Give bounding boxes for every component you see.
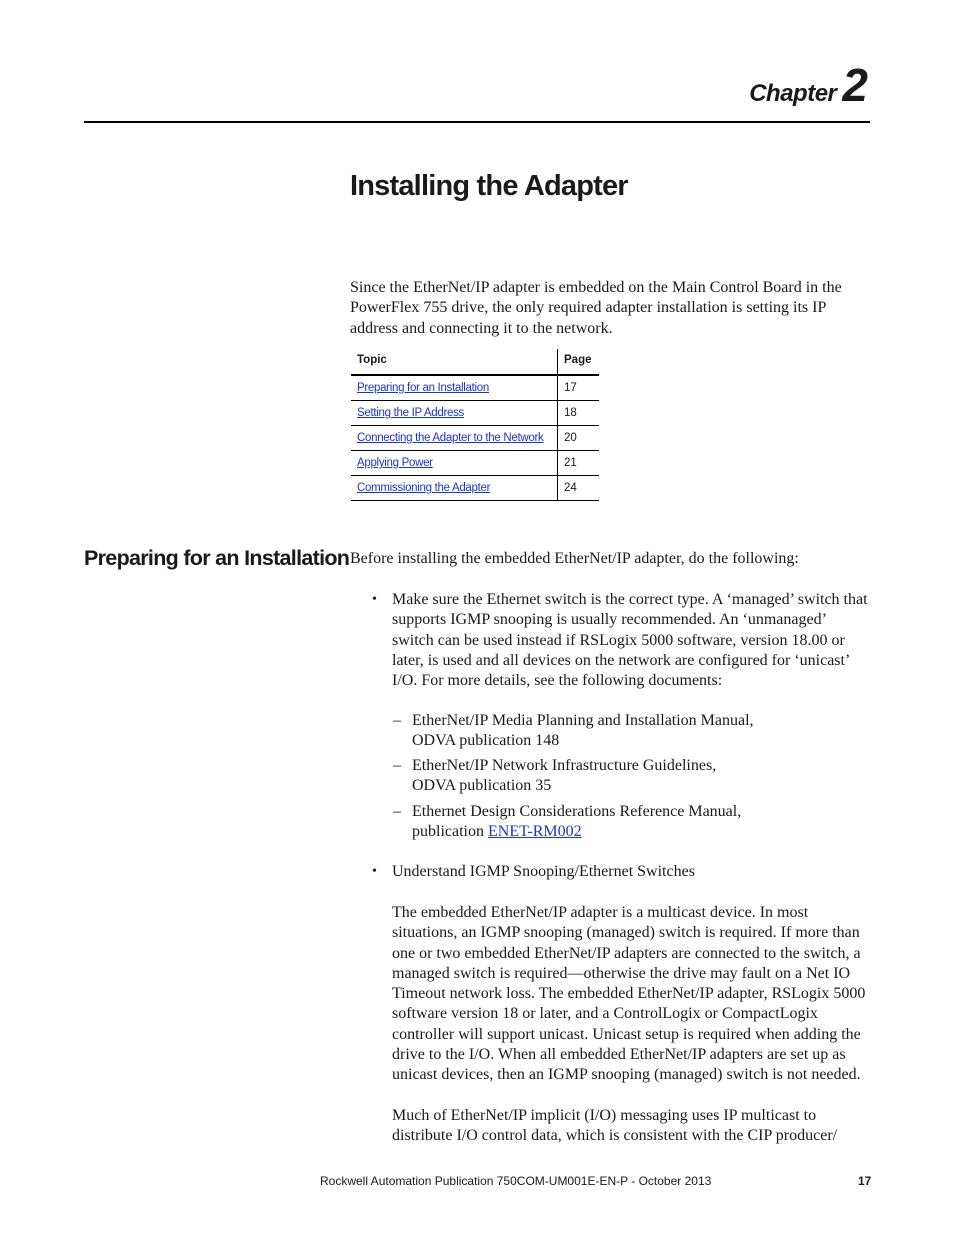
- bullet-item: [372, 862, 870, 882]
- chapter-rule: [84, 121, 870, 123]
- topic-link-preparing[interactable]: Preparing for an Installation: [357, 382, 489, 394]
- sub-list-item: [393, 802, 863, 843]
- column-header-topic: Topic: [351, 349, 558, 375]
- topic-link-applying-power[interactable]: Applying Power: [357, 457, 433, 469]
- topic-link-ip-address[interactable]: Setting the IP Address: [357, 407, 464, 419]
- bullet-text: Make sure the Ethernet switch is the correct type. A ‘managed’ switch that supports IGMP snooping is usually recommended. An ‘unmanaged’ switch can be used instead if RSLogix 5000 software, version 18.00 or later, is used and all devices on the network are configured for ‘unicast’ I/O. For more details, see the following documents:: [392, 591, 868, 690]
- bullet-marker: •: [372, 864, 377, 879]
- table-row: [351, 476, 599, 501]
- table-row: [351, 451, 599, 476]
- section-heading: Preparing for an Installation: [84, 546, 350, 570]
- bullet-marker: •: [372, 592, 377, 607]
- sub-list-item: [393, 756, 863, 797]
- topics-table: [351, 349, 599, 501]
- chapter-heading: [749, 59, 868, 111]
- section-lead: Before installing the embedded EtherNet/IP adapter, do the following:: [350, 550, 799, 567]
- topic-link-connecting[interactable]: Connecting the Adapter to the Network: [357, 432, 544, 444]
- dash-marker: –: [393, 712, 401, 729]
- table-row: [351, 426, 599, 451]
- page-number: 17: [858, 1174, 872, 1188]
- column-header-page: Page: [558, 349, 600, 375]
- intro-paragraph: Since the EtherNet/IP adapter is embedded on the Main Control Board in the PowerFlex 755 drive, the only required adapter installation is setting its IP address and connecting it to the network.: [350, 279, 842, 337]
- sub-item-text: EtherNet/IP Media Planning and Installation Manual, ODVA publication 148: [412, 712, 754, 750]
- topic-link-commissioning[interactable]: Commissioning the Adapter: [357, 482, 491, 494]
- igmp-paragraph: The embedded EtherNet/IP adapter is a multicast device. In most situations, an IGMP snooping (managed) switch is required. If more than one or two embedded EtherNet/IP adapters are connected to the switch, a managed switch is required—otherwise the drive may fault on a Net IO Timeout network loss. The embedded EtherNet/IP adapter, RSLogix 5000 software version 18 or later, and a ControlLogix or CompactLogix controller will support unicast. Unicast setup is required when adding the drive to the I/O. When all embedded EtherNet/IP adapters are set up as unicast devices, then an IGMP snooping (managed) switch is not needed.: [392, 904, 866, 1084]
- topic-page: 18: [558, 401, 600, 426]
- sub-item-text: EtherNet/IP Network Infrastructure Guidelines, ODVA publication 35: [412, 757, 717, 795]
- sub-item-text: Ethernet Design Considerations Reference Manual, publication: [412, 803, 742, 841]
- enet-rm002-link[interactable]: ENET-RM002: [487, 823, 582, 841]
- table-header-row: [351, 349, 599, 375]
- sub-item-text-with-link: [412, 802, 772, 843]
- bullet-item: [372, 590, 870, 691]
- multicast-paragraph: Much of EtherNet/IP implicit (I/O) messaging uses IP multicast to distribute I/O control data, which is consistent with the CIP producer/: [392, 1107, 838, 1145]
- dash-marker: –: [393, 757, 401, 774]
- page-title: Installing the Adapter: [350, 170, 628, 202]
- sub-list-item: [393, 711, 863, 752]
- bullet-text: Understand IGMP Snooping/Ethernet Switches: [392, 863, 695, 880]
- chapter-label: Chapter: [749, 80, 837, 107]
- publication-info: Rockwell Automation Publication 750COM-UM001E-EN-P - October 2013: [320, 1174, 712, 1188]
- topic-page: 21: [558, 451, 600, 476]
- topic-page: 24: [558, 476, 600, 501]
- table-row: [351, 401, 599, 426]
- table-row: [351, 375, 599, 401]
- topic-page: 20: [558, 426, 600, 451]
- chapter-number: 2: [842, 59, 868, 111]
- topic-page: 17: [558, 375, 600, 401]
- dash-marker: –: [393, 803, 401, 820]
